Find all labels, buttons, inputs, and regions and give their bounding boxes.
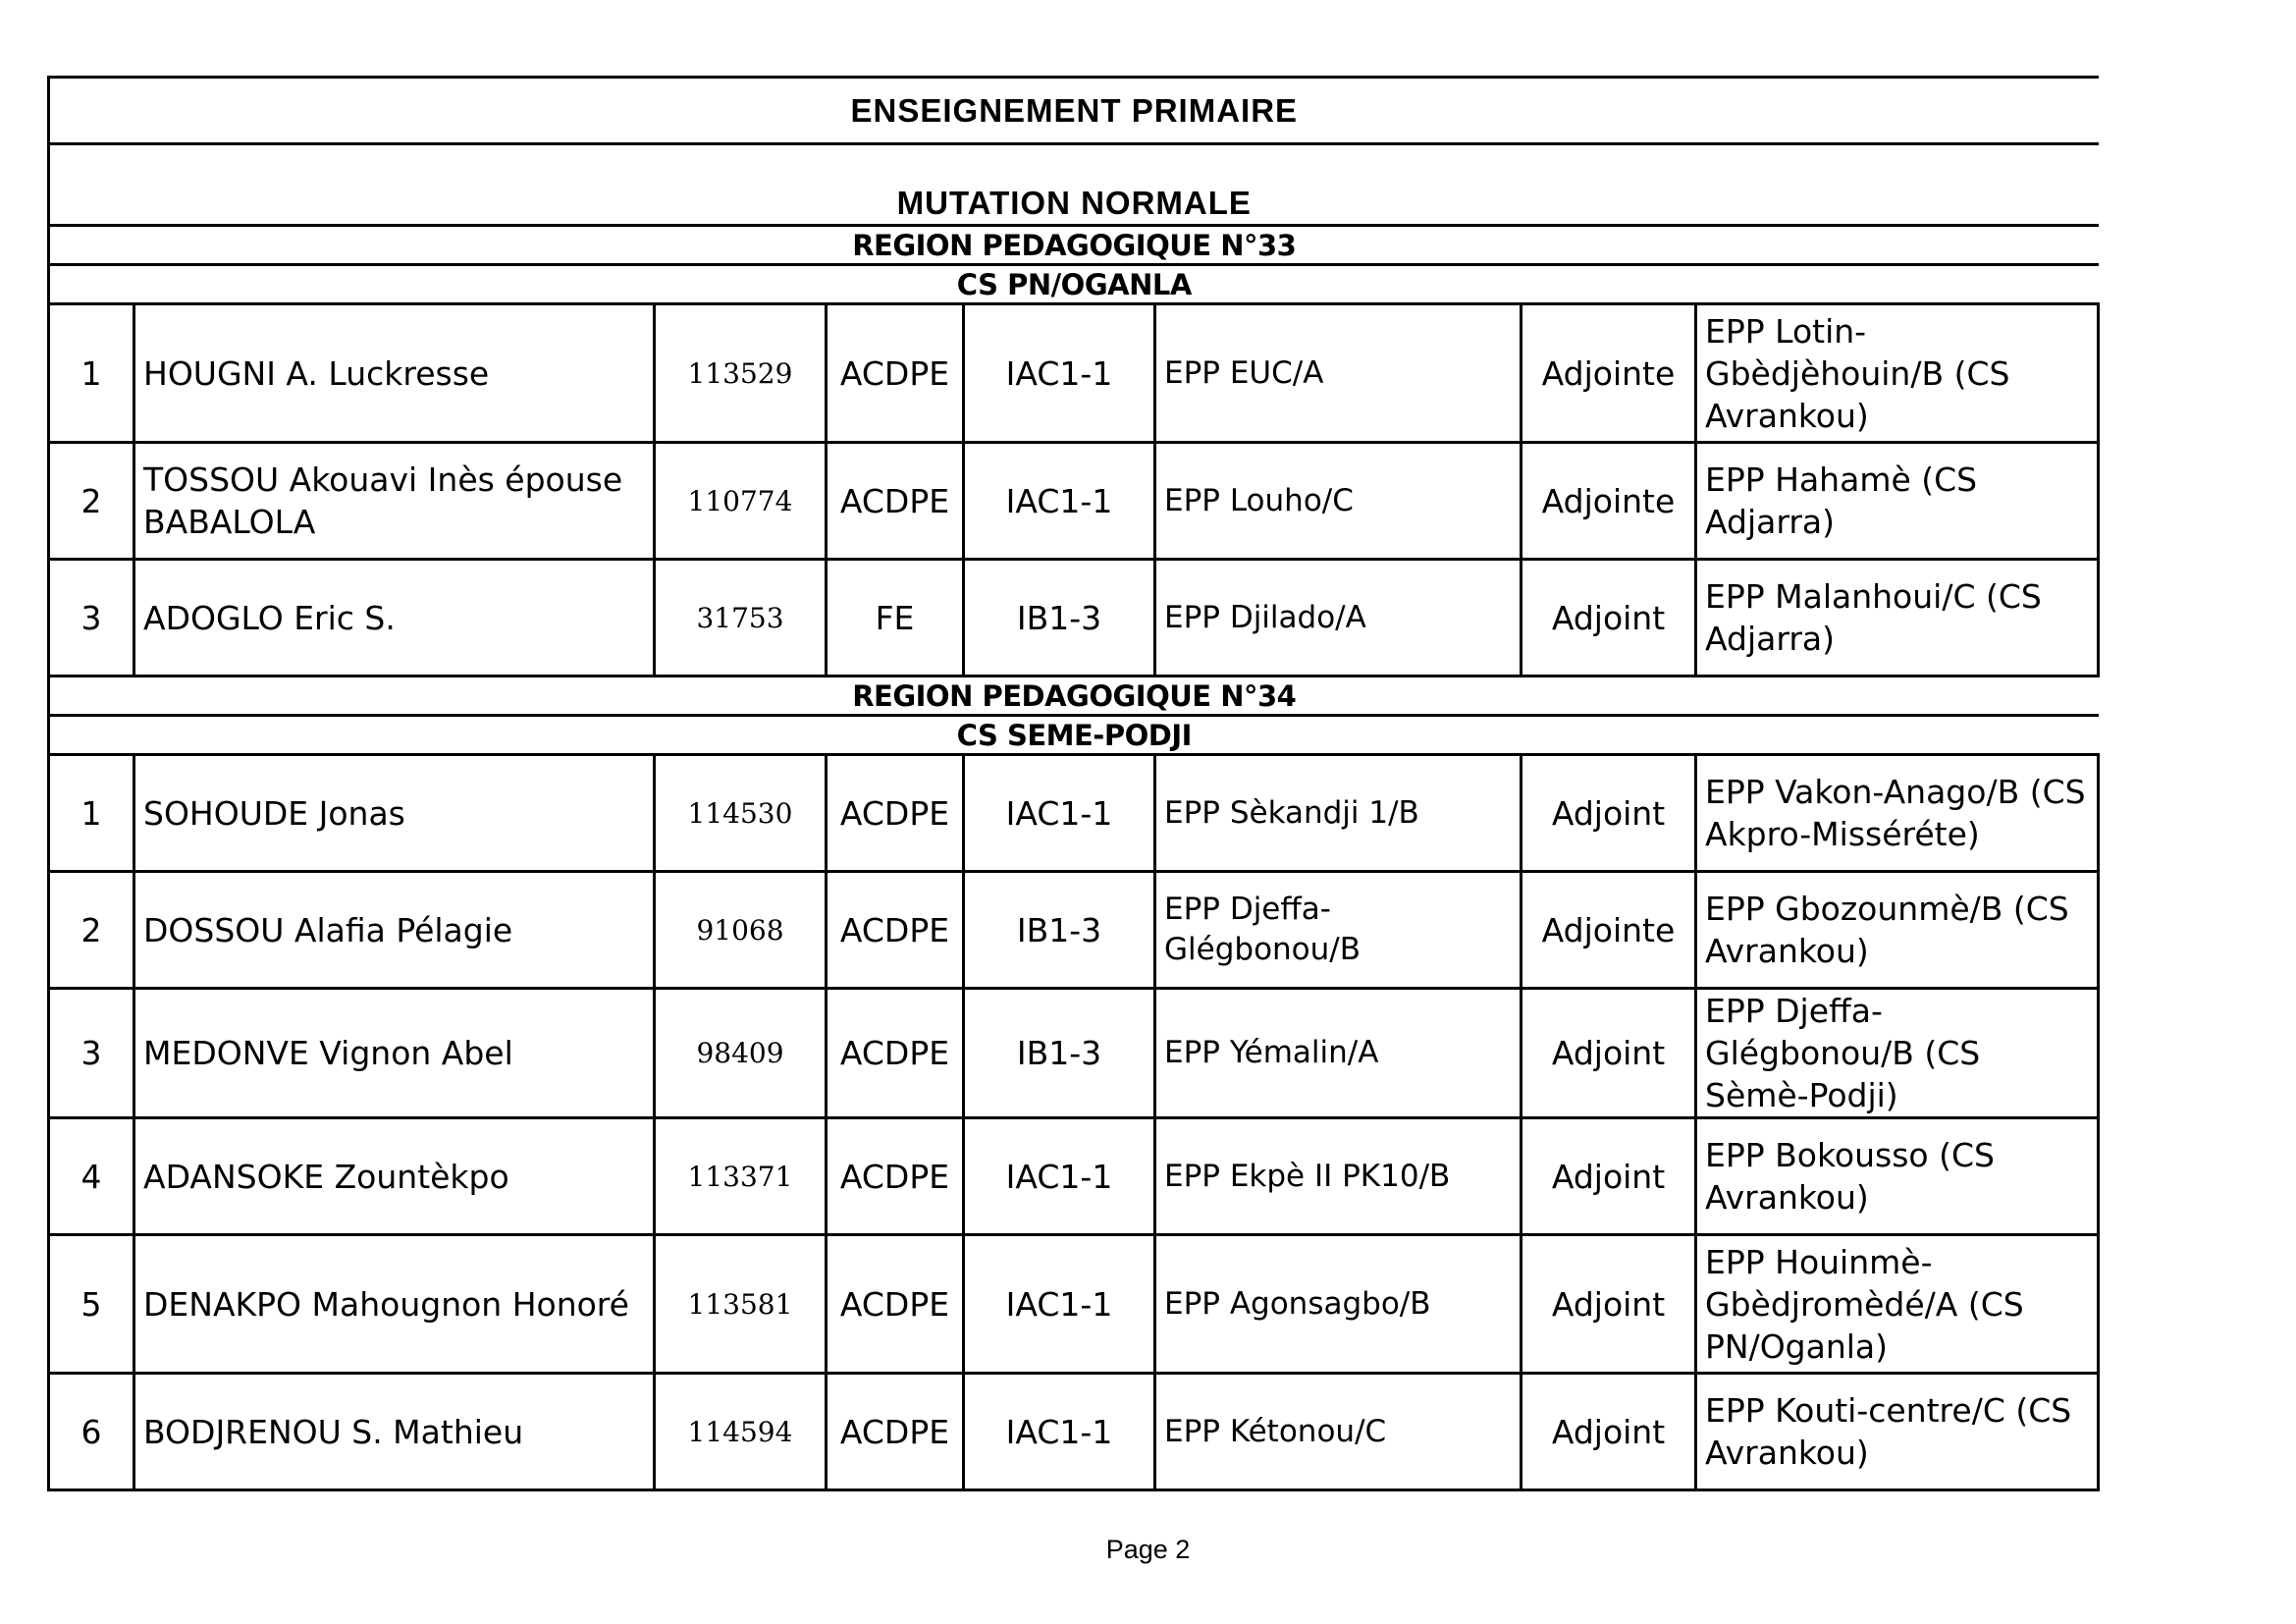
school-origin-cell: EPP Yémalin/A: [1155, 989, 1522, 1118]
matricule-cell: 110774: [655, 443, 827, 560]
cs-header-row: [49, 265, 2099, 304]
grade-cell: IAC1-1: [964, 755, 1155, 872]
school-origin-cell: EPP Agonsagbo/B: [1155, 1235, 1522, 1374]
corps-cell: ACDPE: [827, 1235, 964, 1374]
row-number-cell: 5: [49, 1235, 134, 1374]
cs-label: CS SEME-PODJI: [49, 716, 2099, 755]
table-row: [49, 560, 2099, 677]
corps-cell: ACDPE: [827, 989, 964, 1118]
table-row: [49, 989, 2099, 1118]
matricule-cell: 113581: [655, 1235, 827, 1374]
school-origin-cell: EPP Louho/C: [1155, 443, 1522, 560]
row-number-cell: 3: [49, 560, 134, 677]
grade-cell: IAC1-1: [964, 1374, 1155, 1490]
region-header-row: [49, 677, 2099, 716]
grade-cell: IAC1-1: [964, 443, 1155, 560]
school-destination-cell: EPP Djeffa-Glégbonou/B (CS Sèmè-Podji): [1696, 989, 2099, 1118]
region-label: REGION PEDAGOGIQUE N°33: [49, 226, 2099, 265]
mutation-table: [47, 76, 2100, 1491]
grade-cell: IAC1-1: [964, 1118, 1155, 1235]
subtitle-row: [49, 144, 2099, 226]
function-cell: Adjointe: [1522, 872, 1696, 989]
table-row: [49, 443, 2099, 560]
agent-name-cell: BODJRENOU S. Mathieu: [134, 1374, 655, 1490]
corps-cell: ACDPE: [827, 755, 964, 872]
agent-name-cell: DENAKPO Mahougnon Honoré: [134, 1235, 655, 1374]
grade-cell: IAC1-1: [964, 304, 1155, 443]
school-destination-cell: EPP Bokousso (CS Avrankou): [1696, 1118, 2099, 1235]
school-origin-cell: EPP Djilado/A: [1155, 560, 1522, 677]
agent-name-cell: HOUGNI A. Luckresse: [134, 304, 655, 443]
matricule-cell: 113371: [655, 1118, 827, 1235]
table-row: [49, 1235, 2099, 1374]
agent-name-cell: SOHOUDE Jonas: [134, 755, 655, 872]
school-destination-cell: EPP Lotin-Gbèdjèhouin/B (CS Avrankou): [1696, 304, 2099, 443]
agent-name-cell: TOSSOU Akouavi Inès épouse BABALOLA: [134, 443, 655, 560]
school-origin-cell: EPP Kétonou/C: [1155, 1374, 1522, 1490]
school-destination-cell: EPP Hahamè (CS Adjarra): [1696, 443, 2099, 560]
corps-cell: FE: [827, 560, 964, 677]
row-number-cell: 1: [49, 304, 134, 443]
table-row: [49, 304, 2099, 443]
grade-cell: IAC1-1: [964, 1235, 1155, 1374]
title-row: [49, 78, 2099, 144]
matricule-cell: 91068: [655, 872, 827, 989]
corps-cell: ACDPE: [827, 443, 964, 560]
school-destination-cell: EPP Malanhoui/C (CS Adjarra): [1696, 560, 2099, 677]
table-row: [49, 1118, 2099, 1235]
corps-cell: ACDPE: [827, 1118, 964, 1235]
function-cell: Adjointe: [1522, 443, 1696, 560]
grade-cell: IB1-3: [964, 872, 1155, 989]
document-title: ENSEIGNEMENT PRIMAIRE: [49, 78, 2099, 144]
row-number-cell: 6: [49, 1374, 134, 1490]
row-number-cell: 1: [49, 755, 134, 872]
school-destination-cell: EPP Houinmè-Gbèdjromèdé/A (CS PN/Oganla): [1696, 1235, 2099, 1374]
row-number-cell: 2: [49, 443, 134, 560]
school-destination-cell: EPP Gbozounmè/B (CS Avrankou): [1696, 872, 2099, 989]
cs-label: CS PN/OGANLA: [49, 265, 2099, 304]
row-number-cell: 2: [49, 872, 134, 989]
grade-cell: IB1-3: [964, 989, 1155, 1118]
agent-name-cell: ADANSOKE Zountèkpo: [134, 1118, 655, 1235]
school-destination-cell: EPP Kouti-centre/C (CS Avrankou): [1696, 1374, 2099, 1490]
school-destination-cell: EPP Vakon-Anago/B (CS Akpro-Misséréte): [1696, 755, 2099, 872]
matricule-cell: 114594: [655, 1374, 827, 1490]
table-row: [49, 755, 2099, 872]
function-cell: Adjoint: [1522, 560, 1696, 677]
region-label: REGION PEDAGOGIQUE N°34: [49, 677, 2099, 716]
matricule-cell: 113529: [655, 304, 827, 443]
corps-cell: ACDPE: [827, 304, 964, 443]
school-origin-cell: EPP Sèkandji 1/B: [1155, 755, 1522, 872]
function-cell: Adjoint: [1522, 1374, 1696, 1490]
function-cell: Adjoint: [1522, 1118, 1696, 1235]
matricule-cell: 98409: [655, 989, 827, 1118]
function-cell: Adjointe: [1522, 304, 1696, 443]
matricule-cell: 31753: [655, 560, 827, 677]
cs-header-row: [49, 716, 2099, 755]
document-subtitle: MUTATION NORMALE: [49, 144, 2099, 226]
row-number-cell: 3: [49, 989, 134, 1118]
function-cell: Adjoint: [1522, 989, 1696, 1118]
row-number-cell: 4: [49, 1118, 134, 1235]
region-header-row: [49, 226, 2099, 265]
agent-name-cell: ADOGLO Eric S.: [134, 560, 655, 677]
school-origin-cell: EPP EUC/A: [1155, 304, 1522, 443]
agent-name-cell: MEDONVE Vignon Abel: [134, 989, 655, 1118]
agent-name-cell: DOSSOU Alafia Pélagie: [134, 872, 655, 989]
school-origin-cell: EPP Djeffa-Glégbonou/B: [1155, 872, 1522, 989]
function-cell: Adjoint: [1522, 755, 1696, 872]
matricule-cell: 114530: [655, 755, 827, 872]
page-number: Page 2: [1105, 1535, 1191, 1564]
function-cell: Adjoint: [1522, 1235, 1696, 1374]
table-row: [49, 872, 2099, 989]
corps-cell: ACDPE: [827, 1374, 964, 1490]
corps-cell: ACDPE: [827, 872, 964, 989]
school-origin-cell: EPP Ekpè II PK10/B: [1155, 1118, 1522, 1235]
grade-cell: IB1-3: [964, 560, 1155, 677]
table-row: [49, 1374, 2099, 1490]
